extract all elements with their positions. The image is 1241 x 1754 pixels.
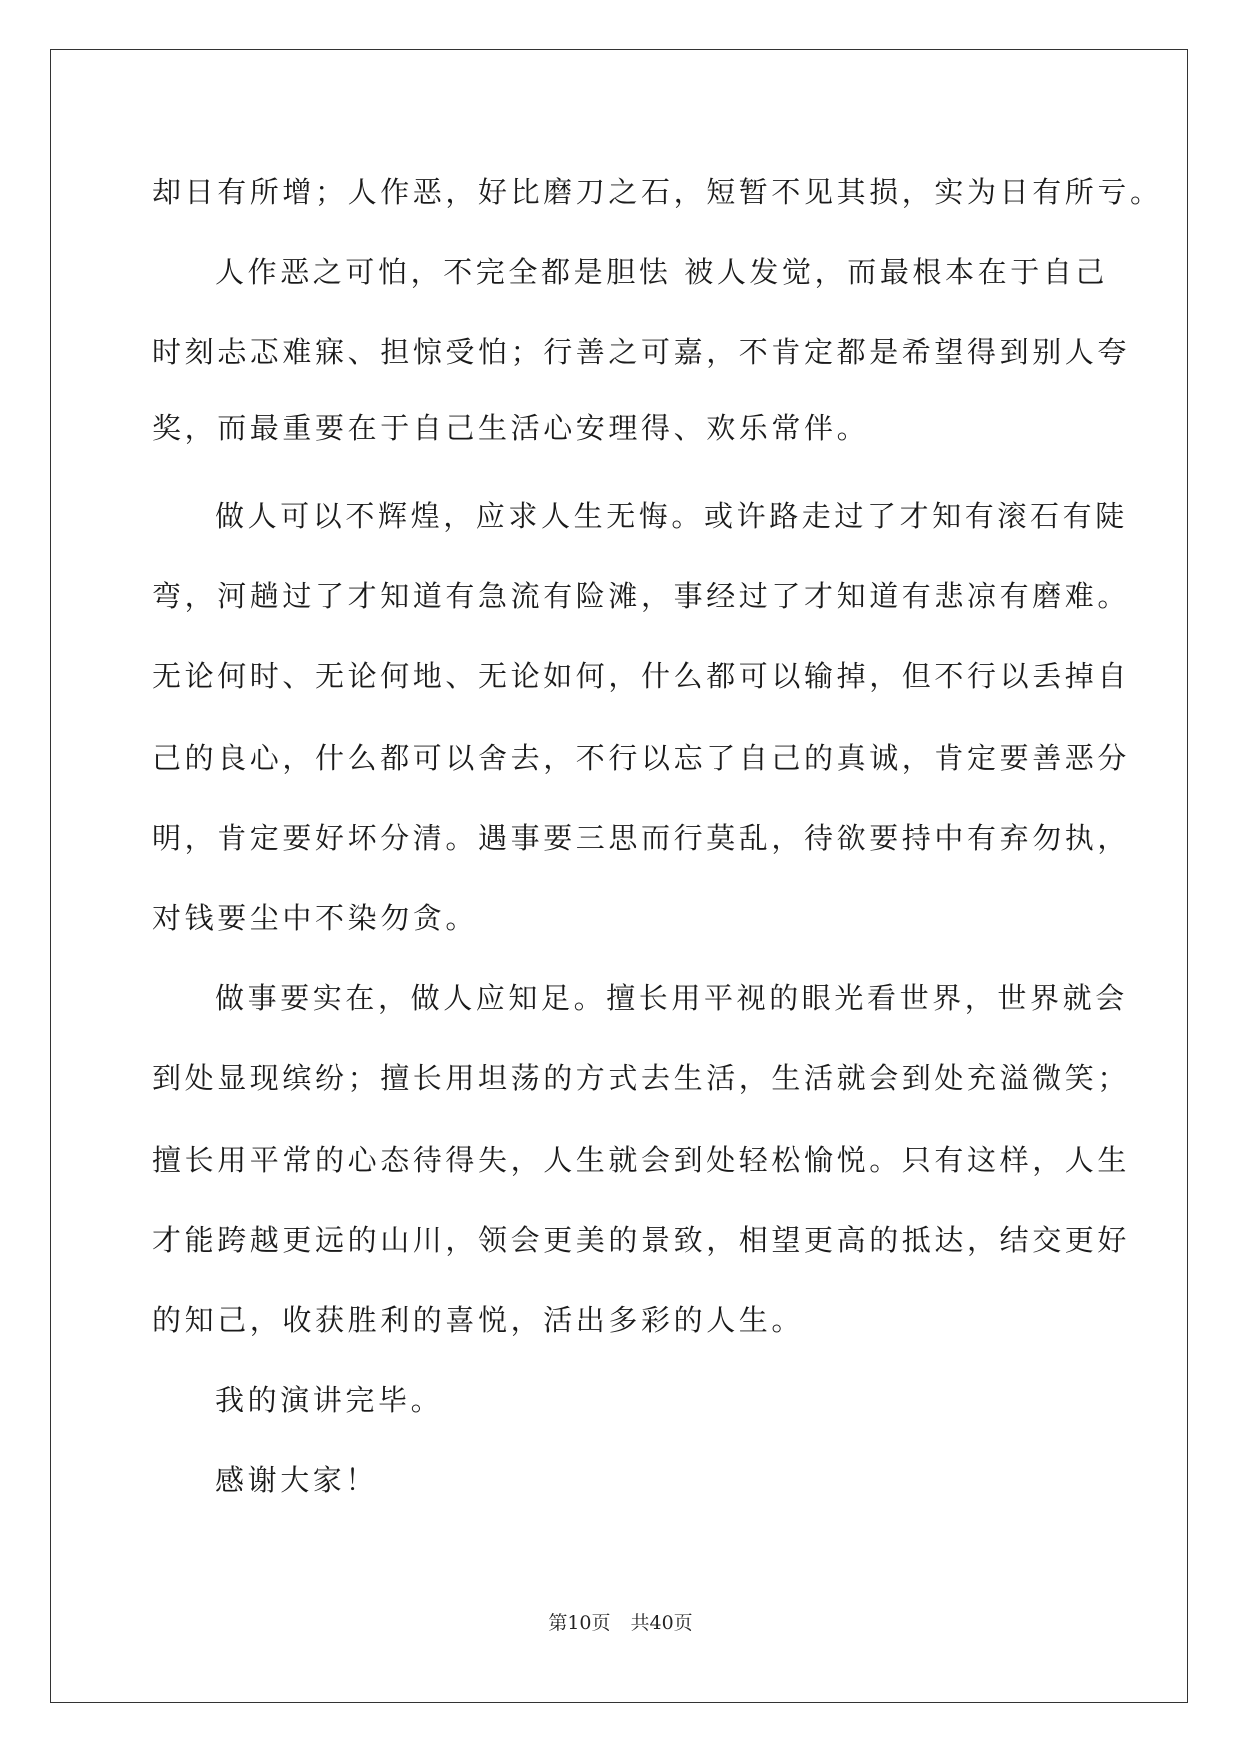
text-line: 明，肯定要好坏分清。遇事要三思而行莫乱，待欲要持中有弃勿执， [152,821,1131,855]
text-line: 的知己，收获胜利的喜悦，活出多彩的人生。 [152,1303,805,1337]
paragraph-start-line: 感谢大家！ [215,1463,379,1497]
paragraph-start-line: 做事要实在，做人应知足。擅长用平视的眼光看世界，世界就会 [215,981,1128,1015]
text-line: 擅长用平常的心态待得失，人生就会到处轻松愉悦。只有这样，人生 [152,1143,1131,1177]
page-border [50,49,1188,1703]
page-number-current: 第10页 [548,1612,611,1634]
paragraph-start-line: 人作恶之可怕，不完全都是胆怯 被人发觉，而最根本在于自己 [215,255,1109,289]
text-line: 到处显现缤纷；擅长用坦荡的方式去生活，生活就会到处充溢微笑； [152,1061,1131,1095]
text-line: 己的良心，什么都可以舍去，不行以忘了自己的真诚，肯定要善恶分 [152,741,1131,775]
text-line: 奖，而最重要在于自己生活心安理得、欢乐常伴。 [152,411,870,445]
paragraph-start-line: 我的演讲完毕。 [215,1383,444,1417]
text-line: 弯，河趟过了才知道有急流有险滩，事经过了才知道有悲凉有磨难。 [152,579,1131,613]
text-line: 无论何时、无论何地、无论如何，什么都可以输掉，但不行以丢掉自 [152,659,1131,693]
text-line: 却日有所增；人作恶，好比磨刀之石，短暂不见其损，实为日有所亏。 [152,175,1163,209]
text-line: 时刻忐忑难寐、担惊受怕；行善之可嘉，不肯定都是希望得到别人夸 [152,335,1131,369]
text-line: 才能跨越更远的山川，领会更美的景致，相望更高的抵达，结交更好 [152,1223,1131,1257]
paragraph-start-line: 做人可以不辉煌，应求人生无悔。或许路走过了才知有滚石有陡 [215,499,1128,533]
text-line: 对钱要尘中不染勿贪。 [152,901,479,935]
page-number-total: 共40页 [630,1612,693,1634]
page-footer [0,1608,1241,1635]
